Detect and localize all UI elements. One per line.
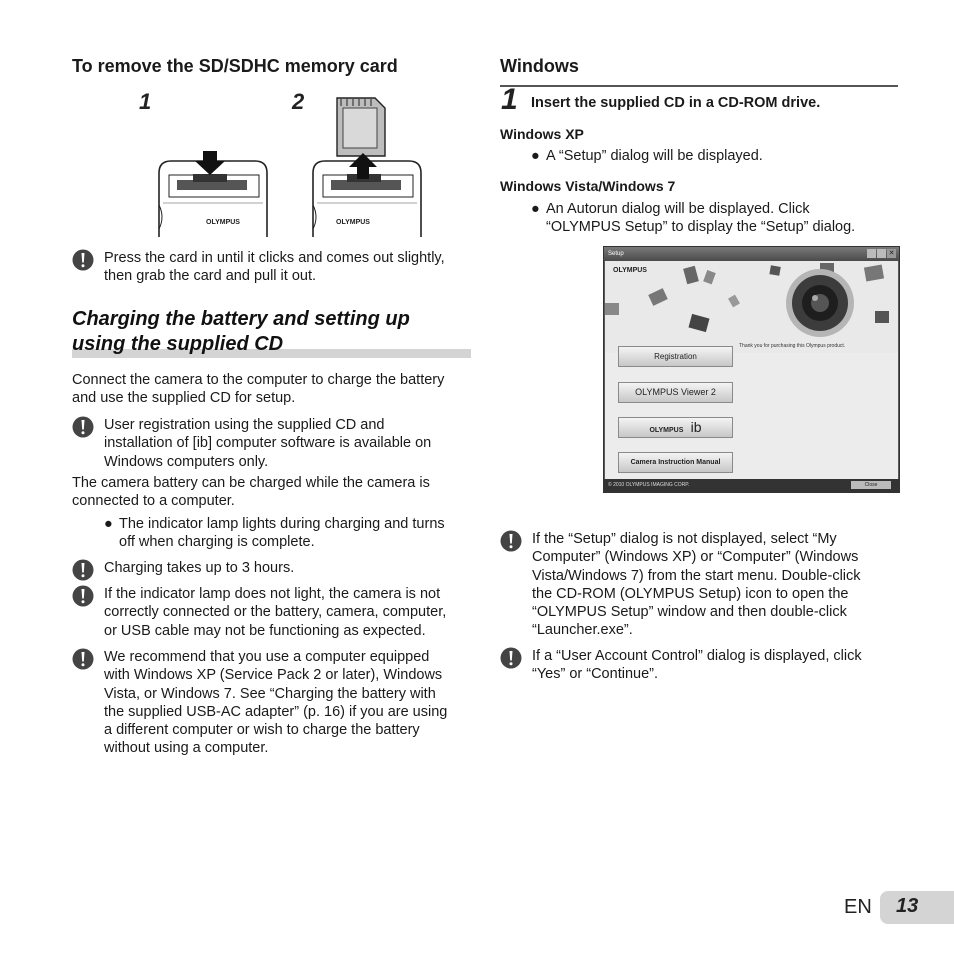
note-charge-time: Charging takes up to 3 hours. <box>72 559 472 581</box>
page-number-box <box>880 891 954 924</box>
bullet-dot: ● <box>104 516 113 532</box>
note-lamp-not-lit: If the indicator lamp does not light, the camera is not correctly connected or the battery, camera, computer, or USB cable may not be functioning as expected. <box>72 585 472 641</box>
heading-rule <box>500 85 898 87</box>
camera-brand-1: OLYMPUS <box>206 219 240 226</box>
caution-icon <box>72 559 94 581</box>
setup-title-bar <box>604 247 899 261</box>
bullet-vista: ● An Autorun dialog will be displayed. Click “OLYMPUS Setup” to display the “Setup” dialog. <box>531 201 856 236</box>
close-icon[interactable]: ✕ <box>888 250 895 257</box>
figure-label-1: 1 <box>139 89 152 114</box>
setup-dialog <box>603 246 900 493</box>
setup-client-area <box>605 261 898 479</box>
caution-icon <box>72 416 94 438</box>
setup-status-bar <box>604 479 899 492</box>
setup-title: Setup <box>608 251 624 257</box>
figure-label-2: 2 <box>292 89 305 114</box>
page-number: 13 <box>896 895 919 917</box>
setup-banner-photos <box>605 261 898 353</box>
bullet-indicator-lamp: ● The indicator lamp lights during charging and turns off when charging is complete. <box>104 516 445 551</box>
note-text: Press the card in until it clicks and comes out slightly, then grab the card and pull it out. <box>104 250 445 285</box>
caution-icon <box>72 249 94 271</box>
bullet-xp: ● A “Setup” dialog will be displayed. <box>531 148 763 164</box>
language-code: EN <box>844 896 872 918</box>
charge-paragraph: The camera battery can be charged while the camera is connected to a computer. <box>72 475 430 510</box>
camera-brand-2: OLYMPUS <box>336 219 370 226</box>
setup-copyright: © 2010 OLYMPUS IMAGING CORP. <box>608 482 690 488</box>
note-registration: User registration using the supplied CD and installation of [ib] computer software is available on Windows computers only. <box>72 416 472 472</box>
step-instruction: Insert the supplied CD in a CD-ROM drive. <box>531 95 821 111</box>
section-title: Charging the battery and setting up using the supplied CD <box>72 308 410 355</box>
step-number: 1 <box>501 83 518 116</box>
maximize-icon[interactable] <box>877 249 886 258</box>
caution-icon <box>72 648 94 670</box>
note-remove-card <box>72 249 472 289</box>
windows-vista-heading: Windows Vista/Windows 7 <box>500 178 676 194</box>
setup-brand: OLYMPUS <box>613 267 647 274</box>
caution-icon <box>500 530 522 552</box>
windows-heading: Windows <box>500 56 579 76</box>
caution-icon <box>500 647 522 669</box>
registration-button[interactable]: Registration <box>618 346 733 367</box>
note-setup-not-displayed: If the “Setup” dialog is not displayed, select “My Computer” (Windows XP) or “Computer” (Windows Vista/Windows 7) from the start menu. Double-click the CD-ROM (OLYMPUS Setup) icon to open the “OLYMPUS Setup” window and then double-click “Launcher.exe”. <box>500 530 900 642</box>
camera-manual-button[interactable]: Camera Instruction Manual <box>618 452 733 473</box>
note-recommend-computer: We recommend that you use a computer equipped with Windows XP (Service Pack 2 or later), Windows Vista, or Windows 7. See “Charging the battery with the supplied USB-AC adapter” (p. 16) if you are using a different computer or wish to charge the battery without using a computer. <box>72 648 477 760</box>
setup-close-button[interactable]: Close <box>851 481 891 489</box>
intro-paragraph: Connect the camera to the computer to charge the battery and use the supplied CD for setup. <box>72 372 445 407</box>
caution-icon <box>72 585 94 607</box>
minimize-icon[interactable] <box>867 249 876 258</box>
ib-software-button[interactable]: OLYMPUS ib <box>618 417 733 438</box>
ib-logo: ib <box>690 419 702 435</box>
windows-xp-heading: Windows XP <box>500 126 584 142</box>
setup-thanks-text: Thank you for purchasing this Olympus product. <box>739 343 846 349</box>
olympus-viewer-button[interactable]: OLYMPUS Viewer 2 <box>618 382 733 403</box>
remove-card-heading: To remove the SD/SDHC memory card <box>72 56 398 76</box>
note-user-account-control: If a “User Account Control” dialog is displayed, click “Yes” or “Continue”. <box>500 647 900 685</box>
